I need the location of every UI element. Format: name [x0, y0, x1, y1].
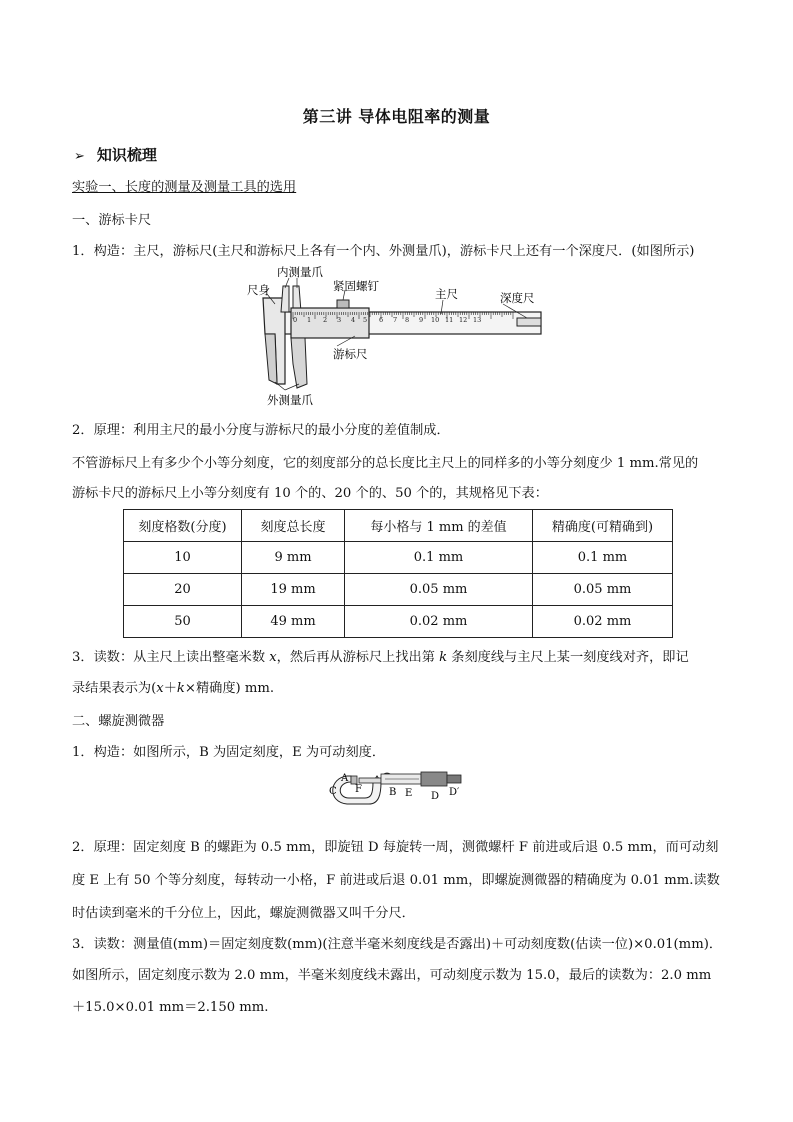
label-depth: 深度尺: [500, 291, 535, 305]
svg-text:9: 9: [419, 316, 424, 324]
label-d: D: [431, 791, 440, 802]
label-c: C: [329, 786, 337, 797]
caliper-explanation-1: 不管游标尺上有多少个小等分刻度，它的刻度部分的总长度比主尺上的同样多的小等分刻度少 1 mm.常见的: [72, 456, 699, 471]
label-outer-jaw: 外测量爪: [267, 393, 313, 407]
caliper-reading-1: [72, 646, 689, 665]
svg-text:1: 1: [307, 316, 312, 324]
variable-x: x: [269, 650, 277, 665]
svg-text:7: 7: [393, 316, 398, 324]
label-e: E: [405, 788, 413, 799]
micrometer-figure: [325, 768, 470, 808]
svg-text:8: 8: [405, 316, 410, 324]
reading-text: 录结果表示为(: [72, 681, 157, 696]
table-header: 刻度格数(分度): [124, 510, 242, 542]
svg-text:10: 10: [431, 316, 440, 324]
svg-text:4: 4: [351, 316, 356, 324]
table-row: [124, 574, 673, 606]
table-cell: 50: [124, 606, 242, 638]
table-cell: 19 mm: [242, 574, 345, 606]
svg-text:5: 5: [363, 316, 368, 324]
label-vernier: 游标尺: [333, 347, 368, 361]
label-body: 尺身: [247, 283, 270, 297]
caliper-principle: 2．原理：利用主尺的最小分度与游标尺的最小分度的差值制成．: [72, 423, 450, 438]
table-cell: 0.05 mm: [345, 574, 533, 606]
svg-text:2: 2: [323, 316, 328, 324]
experiment-title: 实验一、长度的测量及测量工具的选用: [72, 180, 297, 195]
vernier-caliper-figure: [245, 264, 555, 410]
caliper-reading-2: [72, 677, 274, 696]
micrometer-heading: 二、螺旋测微器: [72, 714, 165, 729]
micrometer-principle-1: 2．原理：固定刻度 B 的螺距为 0.5 mm，即旋钮 D 每旋转一周，测微螺杆 F 前进或后退 0.5 mm，而可动刻: [72, 840, 719, 855]
micrometer-reading-2: 如图所示，固定刻度示数为 2.0 mm，半毫米刻度线未露出，可动刻度示数为 15.0，最后的读数为：2.0 mm: [72, 968, 712, 983]
section-heading-text: 知识梳理: [96, 146, 157, 164]
table-header: 每小格与 1 mm 的差值: [345, 510, 533, 542]
caliper-spec-table: [123, 509, 673, 638]
page-title: 第三讲 导体电阻率的测量: [302, 107, 491, 126]
svg-text:12: 12: [459, 316, 468, 324]
svg-text:0: 0: [293, 316, 298, 324]
micrometer-principle-3: 时估读到毫米的千分位上，因此，螺旋测微器又叫千分尺．: [72, 906, 415, 921]
table-cell: 0.1 mm: [345, 542, 533, 574]
label-f: F: [355, 784, 362, 795]
label-b: B: [389, 787, 397, 798]
table-cell: 10: [124, 542, 242, 574]
svg-text:13: 13: [473, 316, 482, 324]
reading-text: ×精确度) mm.: [184, 681, 275, 696]
variable-k: k: [439, 650, 448, 665]
micrometer-reading-3: ＋15.0×0.01 mm＝2.150 mm.: [72, 1000, 269, 1015]
svg-text:11: 11: [445, 316, 454, 324]
table-cell: 9 mm: [242, 542, 345, 574]
table-header-row: [124, 510, 673, 542]
table-row: [124, 606, 673, 638]
variable-k: k: [176, 681, 185, 696]
micrometer-principle-2: 度 E 上有 50 个等分刻度，每转动一小格，F 前进或后退 0.01 mm，即螺旋测微器的精确度为 0.01 mm.读数: [72, 873, 720, 888]
table-header: 刻度总长度: [242, 510, 345, 542]
table-row: [124, 542, 673, 574]
reading-text: ＋: [163, 681, 177, 696]
svg-text:6: 6: [379, 316, 384, 324]
label-a: A: [341, 773, 349, 784]
label-main-scale: 主尺: [435, 287, 458, 301]
label-d-prime: D′: [449, 787, 460, 798]
svg-text:3: 3: [337, 316, 342, 324]
caliper-construction: 1．构造：主尺，游标尺(主尺和游标尺上各有一个内、外测量爪)，游标卡尺上还有一个深度尺．(如图所示): [72, 244, 695, 259]
caliper-explanation-2: 游标卡尺的游标尺上小等分刻度有 10 个的、20 个的、50 个的，其规格见下表：: [72, 486, 548, 501]
table-cell: 49 mm: [242, 606, 345, 638]
variable-x: x: [156, 681, 164, 696]
label-screw: 紧固螺钉: [333, 279, 379, 293]
label-inner-jaw: 内测量爪: [277, 265, 323, 279]
caliper-heading: 一、游标卡尺: [72, 213, 152, 228]
reading-text: 3．读数：从主尺上读出整毫米数: [72, 650, 270, 665]
arrow-bullet-icon: ➢: [74, 149, 85, 164]
section-heading: [74, 144, 157, 165]
reading-text: 条刻度线与主尺上某一刻度线对齐，即记: [447, 650, 689, 665]
reading-text: ，然后再从游标尺上找出第: [276, 650, 440, 665]
table-cell: 0.02 mm: [533, 606, 673, 638]
micrometer-reading-1: 3．读数：测量值(mm)＝固定刻度数(mm)(注意半毫米刻度线是否露出)＋可动刻度数(估读一位)×0.01(mm)．: [72, 937, 723, 952]
table-cell: 20: [124, 574, 242, 606]
micrometer-construction: 1．构造：如图所示，B 为固定刻度，E 为可动刻度．: [72, 745, 386, 760]
table-cell: 0.05 mm: [533, 574, 673, 606]
table-header: 精确度(可精确到): [533, 510, 673, 542]
table-cell: 0.1 mm: [533, 542, 673, 574]
table-cell: 0.02 mm: [345, 606, 533, 638]
